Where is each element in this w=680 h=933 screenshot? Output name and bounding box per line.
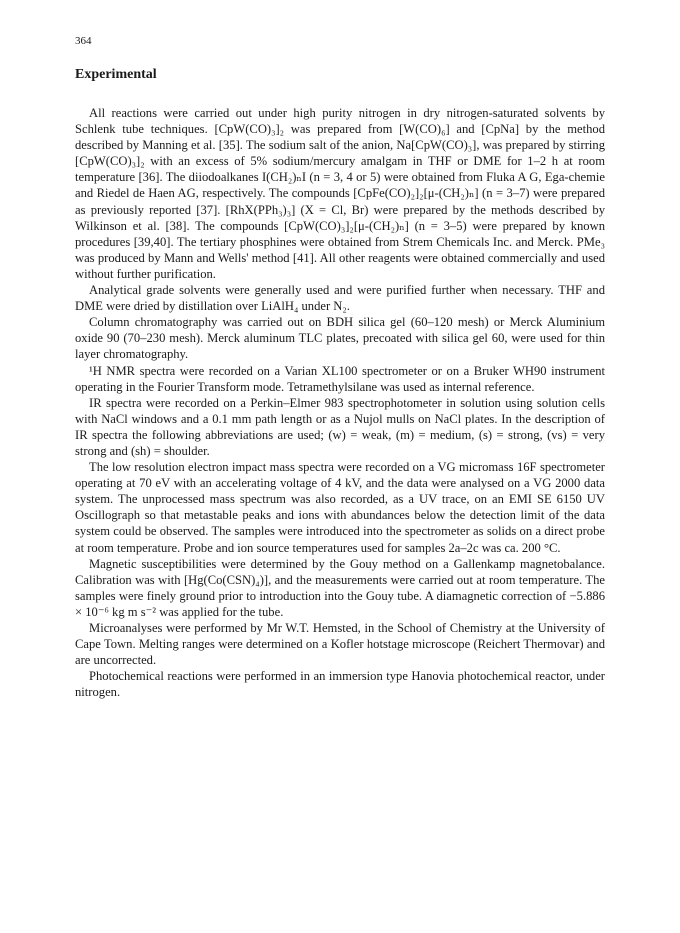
paragraph-photochemical: Photochemical reactions were performed in an immersion type Hanovia photochemical reactor, under nitrogen. [75, 669, 605, 700]
paragraph-chromatography: Column chromatography was carried out on BDH silica gel (60–120 mesh) or Merck Aluminium oxide 90 (70–230 mesh). Merck aluminum TLC plates, precoated with silica gel 60, were used for thin layer chromatography. [75, 315, 605, 362]
paragraph-mass-spectra: The low resolution electron impact mass spectra were recorded on a VG micromass 16F spectrometer operating at 70 eV with an accelerating voltage of 4 kV, and the data were analysed on a VG 2000 data system. The unprocessed mass spectrum was also recorded, as a UV trace, on an EMI SE 6150 UV Oscillograph so that metastable peaks and ions with abundances below the detection limit of the data system could be observed. The samples were introduced into the spectrometer as solids on a direct probe at room temperature. Probe and ion source temperatures used for samples 2a–2c was ca. 200 °C. [75, 460, 605, 555]
paragraph-microanalyses: Microanalyses were performed by Mr W.T. Hemsted, in the School of Chemistry at the University of Cape Town. Melting ranges were determined on a Kofler hotstage microscope (Reichert Thermovar) and are uncorrected. [75, 621, 605, 668]
paragraph-solvents: Analytical grade solvents were generally used and were purified further when necessary. THF and DME were dried by distillation over LiAlH₄ under N₂. [75, 283, 605, 314]
paragraph-ir: IR spectra were recorded on a Perkin–Elmer 983 spectrophotometer in solution using solution cells with NaCl windows and a 0.1 mm path length or as a Nujol mulls on NaCl plates. In the description of IR spectra the following abbreviations are used; (w) = weak, (m) = medium, (s) = strong, (vs) = very strong and (sh) = shoulder. [75, 395, 605, 458]
paragraph-nmr: ¹H NMR spectra were recorded on a Varian XL100 spectrometer or on a Bruker WH90 instrument operating in the Fourier Transform mode. Tetramethylsilane was used as internal reference. [75, 363, 605, 394]
page-number: 364 [75, 35, 92, 47]
body-text [75, 105, 605, 700]
paragraph-magnetic: Magnetic susceptibilities were determined by the Gouy method on a Gallenkamp magnetobalance. Calibration was with [Hg(Co(CSN)₄)], and the measurements were carried out at room temperature. The samples were finely ground prior to introduction into the Gouy tube. A diamagnetic correction of −5.886 × 10⁻⁶ kg m s⁻² was applied for the tube. [75, 556, 605, 619]
paragraph-general-methods: All reactions were carried out under high purity nitrogen in dry nitrogen-saturated solvents by Schlenk tube techniques. [CpW(CO)₃]₂ was prepared from [W(CO)₆] and [CpNa] by the method described by Manning et al. [35]. The sodium salt of the anion, Na[CpW(CO)₃], was prepared by stirring [CpW(CO)₃]₂ with an excess of 5% sodium/mercury amalgam in THF or DME for 1–2 h at room temperature [36]. The diiodoalkanes I(CH₂)ₙI (n = 3, 4 or 5) were obtained from Fluka A G, Ega-chemie and Riedel de Haen AG, respectively. The compounds [CpFe(CO)₂]₂[μ-(CH₂)ₙ] (n = 3–7) were prepared as previously reported [37]. [RhX(PPh₃)₃] (X = Cl, Br) were prepared by the methods described by Wilkinson et al. [38]. The compounds [CpW(CO)₃]₂[μ-(CH₂)ₙ] (n = 3–5) were prepared by known procedures [39,40]. The tertiary phosphines were obtained from Strem Chemicals Inc. and Merck. PMe₃ was produced by Mann and Wells' method [41]. All other reagents were obtained commercially and used without further purification. [75, 106, 605, 281]
section-heading: Experimental [75, 67, 157, 82]
